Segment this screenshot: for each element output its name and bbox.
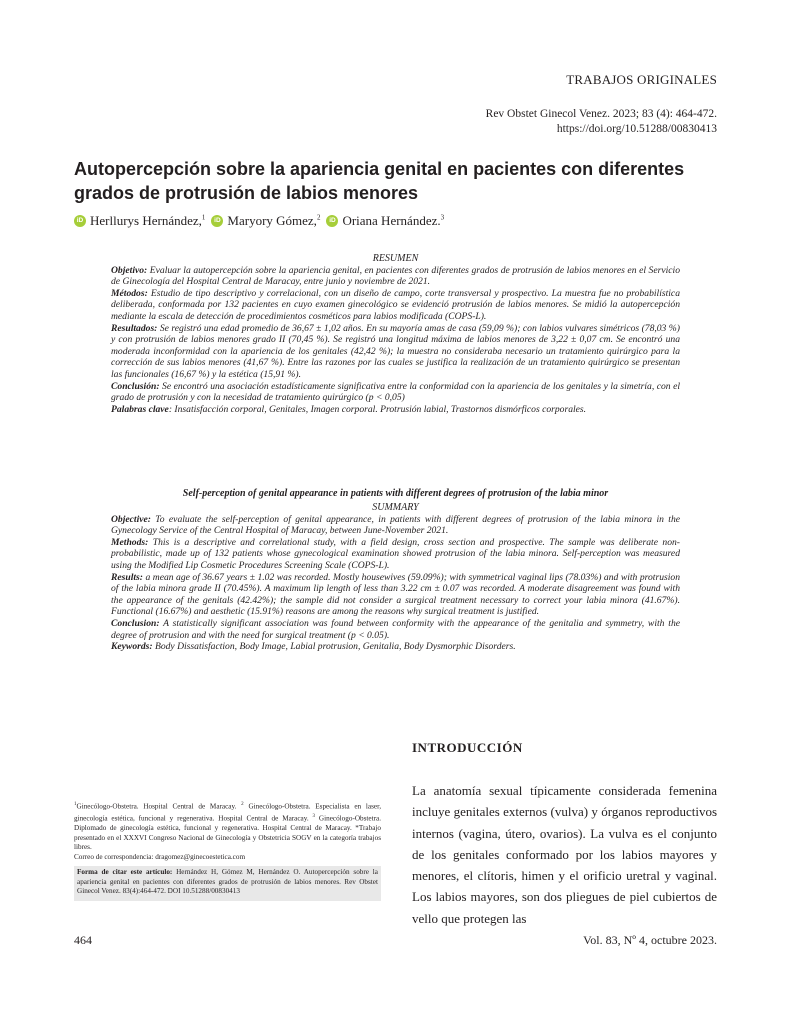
summary-results: Results: a mean age of 36.67 years ± 1.02 was recorded. Mostly housewives (59.09%); with symmetrical vaginal lips (78.03%) and with protrusion of the labia minora grade II (70.45%). A maximum lip length of less than 3.22 cm ± 0.07 was recorded. A moderate disagreement was found with the appearance of the genitals (42.42%); the sample did not consider a surgical treatment necessary to correct your labia minora (41.67%). Functional (16.67%) and aesthetic (15.91%) reasons are among the reasons why surgical treatment is justified.: [111, 571, 680, 618]
resumen-block: [111, 253, 680, 415]
summary-conclusion: Conclusion: A statistically significant association was found between conformity with the appearance of the genitalia and symmetry, with the degree of protrusion and with the need for surgical treatment (p < 0.05).: [111, 617, 680, 641]
affiliation-footnote: [74, 800, 381, 862]
summary-keywords: Keywords: Body Dissatisfaction, Body Image, Labial protrusion, Genitalia, Body Dysmorphic Disorders.: [111, 641, 516, 653]
resumen-resultados: Resultados: Se registró una edad promedio de 36,67 ± 1,02 años. En su mayoría amas de casa (59,09 %); con labios vulvares simétricos (78,03 %) y con protrusión de labios menores grado II (70,45 %). Se registró una longitud máxima de labios menores de 3,22 ± 0,07 cm. Se encontró una moderada inconformidad con la apariencia de los genitales (42,42 %); la muestra no consideraba necesario un tratamiento quirúrgico para la corrección de sus labios menores (41,67 %). Entre las razones por las cuales se justifica la realización de un tratamiento quirúrgico se presentan las funcionales (16,67 %) y la estética (15,91 %).: [111, 322, 680, 380]
page-number: 464: [74, 933, 92, 947]
orcid-icon[interactable]: iD: [211, 215, 223, 227]
journal-reference: [486, 107, 717, 137]
resumen-metodos: Métodos: Estudio de tipo descriptivo y correlacional, con un diseño de campo, corte transversal y prospectivo. La muestra fue no probabilística deliberada, conformada por 132 pacientes en cuyo examen ginecológico se evidenció protrusión de labios menores. Se midió la autopercepción mediante la escala de detección de procedimientos cosméticos para labios modificada (COPS-L).: [111, 287, 680, 322]
orcid-icon[interactable]: iD: [74, 215, 86, 227]
resumen-objetivo: Objetivo: Evaluar la autopercepción sobre la apariencia genital, en pacientes con diferentes grados de protrusión de labios menores en el Servicio de Ginecología del Hospital Central de Maracay, entre junio y noviembre de 2021.: [111, 264, 680, 288]
author-3: Oriana Hernández.$^3$: [342, 213, 445, 228]
citation-box: Forma de citar este artículo: Hernández H, Gómez M, Hernández O. Autopercepción sobre la apariencia genital en pacientes con diferentes grados de protrusión de labios menores. Rev Obstet Ginecol Venez. 83(4):464-472. DOI 10.51288/00830413: [74, 866, 381, 901]
summary-methods: Methods: This is a descriptive and correlational study, with a field design, cross section and prospective. The sample was deliberate non-probabilistic, made up of 132 patients whose gynecological examination showed protrusion of the labia minora. Self-perception was measured using the Modified Lip Cosmetic Procedures Screening Scale (COPS-L).: [111, 536, 680, 571]
affiliations: $^1$Ginecólogo-Obstetra. Hospital Central de Maracay. $^2$ Ginecólogo-Obstetra. Especialista en laser, ginecología estética, funcional y regenerativa. Hospital Central de Maracay. $^3$ Ginecólogo-Obstetra. Diplomado de ginecología estética, funcional y regenerativa. Hospital Central de Maracay. *Trabajo presentado en el XXXVI Congreso Nacional de Ginecología y Obstetricia SOGV en la categoría trabajos libres.: [74, 802, 381, 852]
doi-link[interactable]: https://doi.org/10.51288/00830413: [556, 123, 717, 135]
introduction-heading: INTRODUCCIÓN: [412, 740, 523, 755]
correspondence-email: Correo de correspondencia: dragomez@ginecoestetica.com: [74, 852, 246, 861]
summary-block: [111, 502, 680, 653]
introduction-body: La anatomía sexual típicamente considerada femenina incluye genitales externos (vulva) y órganos reproductivos internos (vagina, útero, ovarios). La vulva es el conjunto de los genitales conformado por los labios mayores y menores, el clítoris, himen y el orificio uretral y vaginal. Los labios mayores, son dos pliegues de piel cubiertos de vello que protegen las: [412, 783, 717, 926]
summary-objective: Objective: To evaluate the self-perception of genital appearance, in patients with different degrees of protrusion of the labia minora in the Gynecology Service of the Central Hospital of Maracay, between June-November 2021.: [111, 513, 680, 537]
section-label: TRABAJOS ORIGINALES: [566, 72, 717, 87]
orcid-icon[interactable]: iD: [326, 215, 338, 227]
resumen-palabras-clave: Palabras clave: Insatisfacción corporal, Genitales, Imagen corporal. Protrusión labial, Trastornos dismórficos corporales.: [111, 403, 587, 415]
issue-reference: Vol. 83, Nº 4, octubre 2023.: [583, 933, 717, 947]
author-list: [74, 213, 450, 229]
english-title: Self-perception of genital appearance in patients with different degrees of protrusion of the labia minor: [182, 488, 609, 499]
summary-heading: SUMMARY: [372, 502, 419, 513]
author-2: Maryory Gómez,$^2$: [227, 213, 321, 228]
journal-citation-line: Rev Obstet Ginecol Venez. 2023; 83 (4): 464-472.: [485, 108, 717, 120]
resumen-conclusion: Conclusión: Se encontró una asociación estadísticamente significativa entre la conformidad con la apariencia de los genitales y la simetría, con el grado de protrusión y con la necesidad de tratamiento quirúrgico (p < 0,05): [111, 380, 680, 404]
author-1: Herllurys Hernández,$^1$: [90, 213, 206, 228]
article-title: Autopercepción sobre la apariencia genital en pacientes con diferentes grados de protrusión de labios menores: [74, 159, 685, 203]
resumen-heading: RESUMEN: [372, 253, 419, 264]
